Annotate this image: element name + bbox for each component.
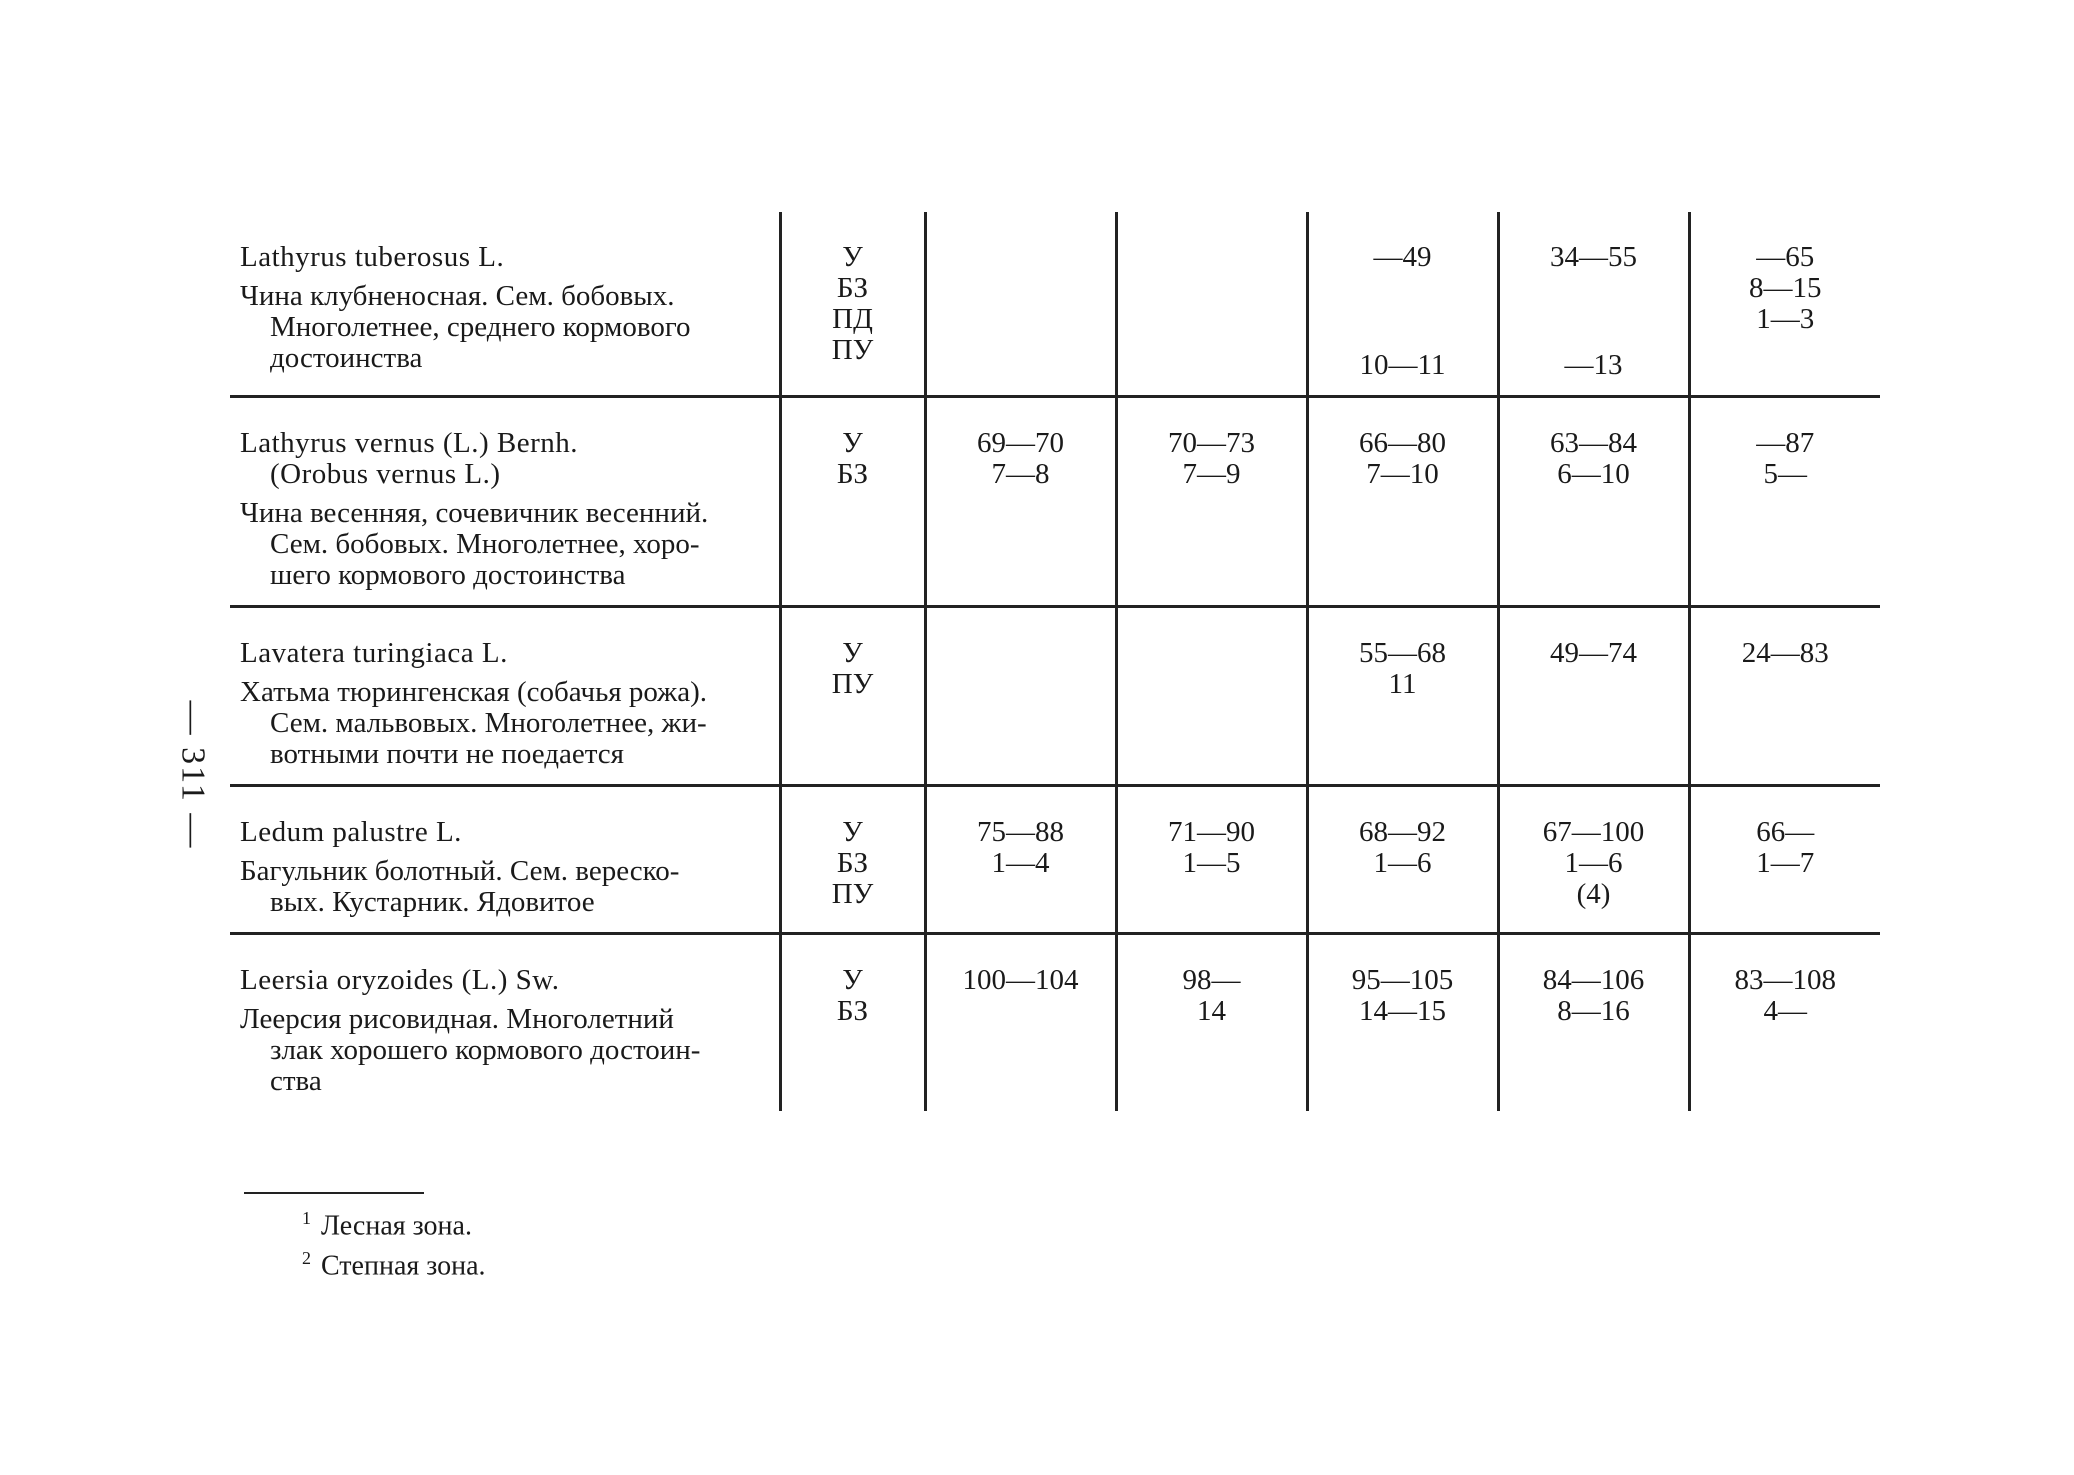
russian-description: Чина весенняя, сочевичник весенний. Сем. бобовых. Многолетнее, хоро- шего кормового достоинства (240, 497, 709, 591)
latin-name: Leersia oryzoides (L.) Sw. (240, 964, 560, 996)
forage-plants-table (230, 212, 1880, 1111)
table-row (230, 934, 1880, 1112)
value-cell (1116, 212, 1307, 397)
value-cell (925, 607, 1116, 786)
table-row (230, 212, 1880, 397)
species-cell (230, 607, 780, 786)
value-cell: 55—68 11 (1307, 607, 1498, 786)
species-cell (230, 212, 780, 397)
latin-name: Lavatera turingiaca L. (240, 637, 508, 669)
zone-codes-cell: У БЗ ПУ (780, 786, 925, 934)
table-row (230, 397, 1880, 607)
zone-codes-cell: У БЗ (780, 934, 925, 1112)
value-cell: 66— 1—7 (1689, 786, 1880, 934)
latin-synonym: (Orobus vernus L.) (270, 458, 501, 490)
value-cell: 34—55 —13 (1498, 212, 1689, 397)
value-cell: —49 10—11 (1307, 212, 1498, 397)
value-cell (1116, 607, 1307, 786)
value-cell: 67—100 1—6 (4) (1498, 786, 1689, 934)
value-cell: 70—73 7—9 (1116, 397, 1307, 607)
value-cell: —87 5— (1689, 397, 1880, 607)
zone-codes-cell: У БЗ (780, 397, 925, 607)
latin-name: Lathyrus tuberosus L. (240, 241, 505, 273)
value-cell: 71—90 1—5 (1116, 786, 1307, 934)
value-cell: —65 8—15 1—3 (1689, 212, 1880, 397)
zone-codes-cell: У БЗ ПД ПУ (780, 212, 925, 397)
value-cell: 100—104 (925, 934, 1116, 1112)
value-cell (925, 212, 1116, 397)
species-cell (230, 934, 780, 1112)
zone-codes-cell: У ПУ (780, 607, 925, 786)
value-cell: 66—80 7—10 (1307, 397, 1498, 607)
value-cell: 49—74 (1498, 607, 1689, 786)
value-cell: 95—105 14—15 (1307, 934, 1498, 1112)
page-number (160, 700, 224, 850)
page-number-text: — 311 — (174, 700, 211, 850)
footnote: $^1$ Лесная зона. (302, 1208, 472, 1242)
russian-description: Багульник болотный. Сем. вереско- вых. Кустарник. Ядовитое (240, 855, 680, 918)
value-cell: 84—106 8—16 (1498, 934, 1689, 1112)
table-row (230, 786, 1880, 934)
species-cell (230, 397, 780, 607)
value-cell: 98— 14 (1116, 934, 1307, 1112)
value-cell: 75—88 1—4 (925, 786, 1116, 934)
value-cell: 68—92 1—6 (1307, 786, 1498, 934)
latin-name: Lathyrus vernus (L.) Bernh. (240, 427, 579, 459)
latin-name: Ledum palustre L. (240, 816, 462, 848)
value-cell: 83—108 4— (1689, 934, 1880, 1112)
table-row (230, 607, 1880, 786)
value-cell: 69—70 7—8 (925, 397, 1116, 607)
russian-description: Чина клубненосная. Сем. бобовых. Многолетнее, среднего кормового достоинства (240, 280, 691, 374)
russian-description: Леерсия рисовидная. Многолетний злак хорошего кормового достоин- ства (240, 1003, 701, 1097)
footnote: $^2$ Степная зона. (302, 1248, 486, 1282)
value-cell: 63—84 6—10 (1498, 397, 1689, 607)
footnotes (244, 1192, 486, 1283)
species-cell (230, 786, 780, 934)
russian-description: Хатьма тюрингенская (собачья рожа). Сем. мальвовых. Многолетнее, жи- вотными почти не поедается (240, 676, 707, 770)
footnote-divider (244, 1192, 424, 1194)
value-cell: 24—83 (1689, 607, 1880, 786)
